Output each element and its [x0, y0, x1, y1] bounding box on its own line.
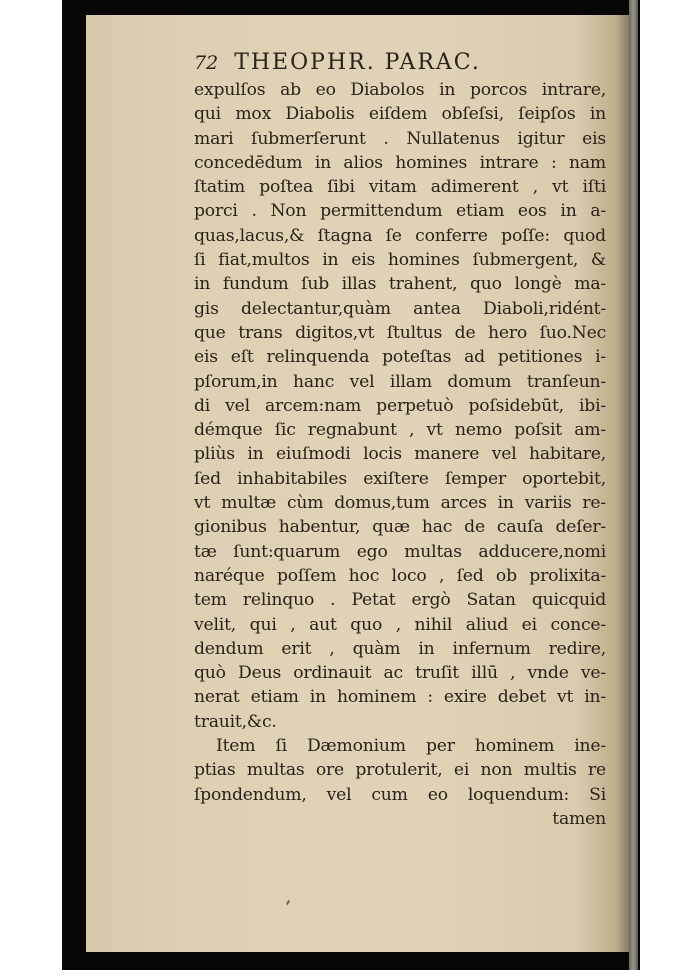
- text-line: tem relinquo . Petat ergò Satan quicquid: [194, 590, 606, 611]
- text-line: di vel arcem:nam perpetuò poſsidebūt, ibi-: [194, 395, 606, 416]
- text-line: ſtatim poſtea ſibi vitam adimerent , vt iſti: [194, 177, 606, 198]
- text-line: quò Deus ordinauit ac truſit illū , vnde ve-: [194, 663, 606, 684]
- text-line: dendum erit , quàm in infernum redire,: [194, 638, 606, 659]
- text-line: tæ ſunt:quarum ego multas adducere,nomi: [194, 541, 606, 562]
- text-line: gionibus habentur, quæ hac de cauſa deſer-: [194, 517, 606, 538]
- text-line: nerat etiam in hominem : exire debet vt in-: [194, 687, 606, 708]
- text-line: velit, qui , aut quo , nihil aliud ei conce-: [194, 614, 606, 635]
- body-text: [194, 78, 606, 831]
- text-line: démque ſic regnabunt , vt nemo poſsit am-: [194, 420, 606, 441]
- text-line: ſpondendum, vel cum eo loquendum: Si: [194, 784, 606, 805]
- text-line: naréque poſſem hoc loco , ſed ob prolixita-: [194, 565, 606, 586]
- text-line: vt multæ cùm domus,tum arces in variis re-: [194, 493, 606, 514]
- text-line: expulſos ab eo Diabolos in porcos intrare,: [194, 80, 606, 100]
- text-line: concedēdum in alios homines intrare : nam: [194, 152, 606, 173]
- running-title: THEOPHR. PARAC.: [234, 50, 481, 75]
- text-line: Item ſi Dæmonium per hominem ine-: [216, 736, 606, 757]
- text-line: pliùs in eiuſmodi locis manere vel habitare,: [194, 444, 606, 465]
- page-binding-edge: [629, 0, 638, 970]
- text-line: ſed inhabitabiles exiſtere ſemper oportebit,: [194, 468, 606, 489]
- text-line: que trans digitos,vt ſtultus de hero ſuo.Nec: [194, 322, 606, 343]
- text-line: pſorum,in hanc vel illam domum tranſeun-: [194, 371, 606, 392]
- text-line: quas,lacus,& ſtagna ſe conferre poſſe: quod: [194, 225, 606, 246]
- running-header: [194, 48, 606, 78]
- text-line: tamen: [552, 808, 606, 829]
- text-line: mari ſubmerſerunt . Nullatenus igitur eis: [194, 128, 606, 149]
- text-line: ſi fiat,multos in eis homines ſubmergent, &: [194, 250, 606, 271]
- text-line: gis delectantur,quàm antea Diaboli,ridént-: [194, 298, 606, 319]
- text-line: in fundum ſub illas trahent, quo longè ma-: [194, 274, 606, 295]
- text-line: ptias multas ore protulerit, ei non multis re: [194, 760, 606, 781]
- text-line: trauit,&c.: [194, 711, 277, 732]
- text-line: eis eſt relinquenda poteſtas ad petitiones i-: [194, 347, 606, 368]
- page-number: 72: [194, 52, 219, 74]
- text-line: porci . Non permittendum etiam eos in a-: [194, 201, 606, 222]
- page-text: [194, 48, 606, 831]
- text-line: qui mox Diabolis eiſdem obſeſsi, ſeipſos in: [194, 104, 606, 125]
